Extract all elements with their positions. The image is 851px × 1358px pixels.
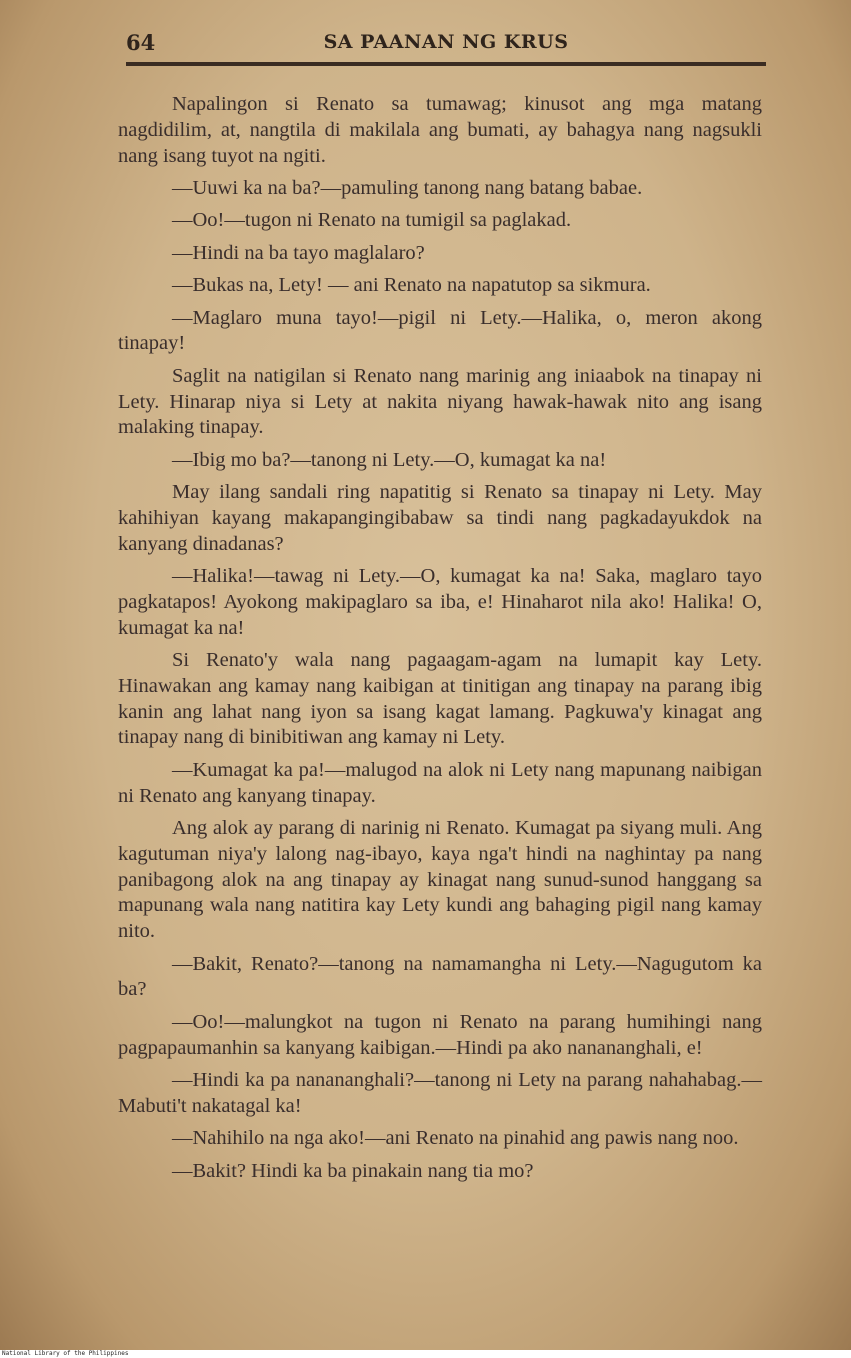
paragraph: —Bakit? Hindi ka ba pinakain nang tia mo? xyxy=(172,1159,534,1182)
page-header xyxy=(126,30,766,66)
paragraph: —Bukas na, Lety! — ani Renato na napatutop sa sikmura. xyxy=(172,274,651,297)
footer-bar xyxy=(0,1350,851,1358)
paragraph: —Halika!—tawag ni Lety.—O, kumagat ka na! Saka, maglaro tayo pagkatapos! Ayokong makipaglaro sa iba, e! Hinaharot nila ako! Halika! O, kumagat ka na! xyxy=(118,565,762,639)
paragraph: —Bakit, Renato?—tanong na namamangha ni Lety.—Nagugutom ka ba? xyxy=(118,952,762,1001)
paragraph: —Hindi ka pa nanananghali?—tanong ni Lety na parang nahahabag.—Mabuti't nakatagal ka! xyxy=(118,1069,762,1117)
footer-credit: National Library of the Philippines xyxy=(2,1350,129,1357)
page-number: 64 xyxy=(126,30,156,55)
paragraph: Saglit na natigilan si Renato nang marinig ang iniaabok na tinapay ni Lety. Hinarap niya si Lety at nakita niyang hawak-hawak nito ang isang malaking tinapay. xyxy=(118,364,762,439)
paragraph: —Ibig mo ba?—tanong ni Lety.—O, kumagat ka na! xyxy=(172,448,607,471)
paragraph: May ilang sandali ring napatitig si Renato sa tinapay ni Lety. May kahihiyan kayang makapangingibabaw sa tindi nang pagkadayukdok na kanyang dinadanas? xyxy=(118,481,762,555)
paragraph: Ang alok ay parang di narinig ni Renato. Kumagat pa siyang muli. Ang kagutuman niya'y lalong nag-ibayo, kaya nga't hindi na naghintay pa nang panibagong alok na ang tinapay ay kinagat nang sunud-sunod hanggang sa mapunang wala nang natitira kay Lety kundi ang bahaging pigil nang kamay nito. xyxy=(118,817,762,943)
paragraph: —Hindi na ba tayo maglalaro? xyxy=(172,241,425,264)
paragraph: —Oo!—malungkot na tugon ni Renato na parang humihingi nang pagpapaumanhin sa kanyang kaibigan.—Hindi pa ako nanananghali, e! xyxy=(118,1010,762,1059)
paragraph: Napalingon si Renato sa tumawag; kinusot ang mga matang nagdidilim, at, nangtila di makilala ang bumati, ay bahagya nang nagsukli nang isang tuyot na ngiti. xyxy=(118,93,762,167)
paragraph: —Maglaro muna tayo!—pigil ni Lety.—Halika, o, meron akong tinapay! xyxy=(118,306,762,355)
paragraph: Si Renato'y wala nang pagaagam-agam na lumapit kay Lety. Hinawakan ang kamay nang kaibigan at tinitigan ang tinapay na parang ibig kanin ang lahat nang iyon sa isang kagat lamang. Pagkuwa'y kinagat ang tinapay nang di binibitiwan ang kamay ni Lety. xyxy=(118,649,762,749)
paragraph: —Nahihilo na nga ako!—ani Renato na pinahid ang pawis nang noo. xyxy=(172,1127,739,1150)
running-title: SA PAANAN NG KRUS xyxy=(323,31,569,53)
paragraph: —Kumagat ka pa!—malugod na alok ni Lety nang mapunang naibigan ni Renato ang kanyang tinapay. xyxy=(118,758,762,807)
body-text xyxy=(118,92,762,1191)
paragraph: —Oo!—tugon ni Renato na tumigil sa paglakad. xyxy=(172,209,572,232)
paragraph: —Uuwi ka na ba?—pamuling tanong nang batang babae. xyxy=(172,176,643,199)
